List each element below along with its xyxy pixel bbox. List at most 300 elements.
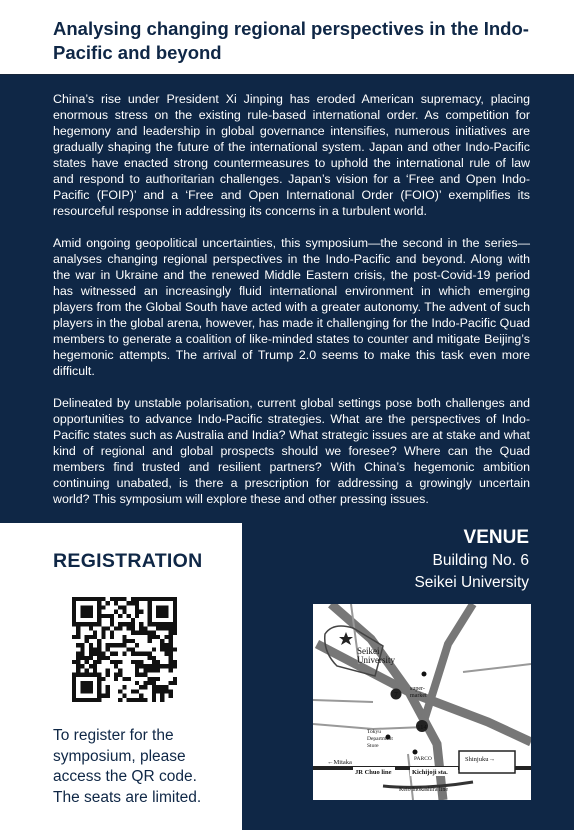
map-label-shinjuku: Shinjuku→ [465, 756, 495, 763]
qr-module [135, 698, 139, 702]
qr-module [169, 681, 173, 685]
qr-module [135, 597, 139, 601]
qr-module [135, 614, 139, 618]
qr-module [152, 689, 156, 693]
paragraph-1: China’s rise under President Xi Jinping has eroded American supremacy, placing enormous stress on the existing rule-based international order. As competition for hegemony and leadership in global governance intensifies, numerous initiatives are gradually shaping the future of the international system. Japan and other Indo-Pacific states have enacted strong countermeasures to uphold the international rule of law and respond to authoritarian challenges. Japan’s vision for a ‘Free and Open Indo-Pacific (FOIP)’ and a ‘Free and Open International Order (FOIO)’ exemplifies its resourceful response in addressing its concerns in a turbulent world. [53, 92, 530, 218]
map-road [463, 664, 531, 672]
qr-module [89, 597, 93, 601]
qr-module [80, 605, 84, 609]
qr-module [135, 652, 139, 656]
qr-module [148, 639, 152, 643]
qr-module [143, 668, 147, 672]
qr-module [143, 698, 147, 702]
qr-module [135, 668, 139, 672]
qr-module [156, 622, 160, 626]
qr-module [80, 647, 84, 651]
qr-module [160, 626, 164, 630]
qr-module [118, 689, 122, 693]
qr-module [106, 601, 110, 605]
qr-module [110, 618, 114, 622]
qr-module [101, 635, 105, 639]
qr-module [101, 694, 105, 698]
registration-line-1: To register for the [53, 727, 174, 744]
qr-module [148, 618, 152, 622]
qr-module [164, 689, 168, 693]
qr-module [114, 610, 118, 614]
qr-module [110, 635, 114, 639]
qr-module [101, 652, 105, 656]
qr-module [97, 643, 101, 647]
qr-module [169, 635, 173, 639]
qr-module [169, 694, 173, 698]
qr-module [169, 597, 173, 601]
qr-module [101, 626, 105, 630]
qr-module [93, 597, 97, 601]
qr-module [164, 610, 168, 614]
qr-module [110, 660, 114, 664]
qr-module [152, 622, 156, 626]
qr-module [127, 639, 131, 643]
qr-module [72, 685, 76, 689]
qr-module [89, 614, 93, 618]
qr-module [169, 647, 173, 651]
qr-module [101, 597, 105, 601]
qr-module [173, 626, 177, 630]
qr-module [160, 614, 164, 618]
qr-module [173, 618, 177, 622]
qr-module [169, 643, 173, 647]
qr-module [97, 614, 101, 618]
qr-module [118, 660, 122, 664]
qr-module [131, 689, 135, 693]
qr-module [127, 647, 131, 651]
qr-module [85, 660, 89, 664]
qr-module [131, 652, 135, 656]
qr-module [160, 689, 164, 693]
qr-module [118, 605, 122, 609]
qr-module [173, 631, 177, 635]
qr-module [122, 639, 126, 643]
qr-module [156, 635, 160, 639]
qr-module [72, 614, 76, 618]
qr-module [148, 622, 152, 626]
qr-module [89, 685, 93, 689]
qr-module [135, 643, 139, 647]
qr-module [101, 631, 105, 635]
qr-module [139, 652, 143, 656]
qr-module [173, 677, 177, 681]
qr-module [76, 673, 80, 677]
registration-line-3: access the QR code. [53, 768, 197, 785]
map-label-supermarket-2: market [410, 693, 427, 699]
qr-module [173, 660, 177, 664]
qr-module [80, 685, 84, 689]
qr-module [156, 660, 160, 664]
venue-university: Seikei University [414, 574, 529, 591]
qr-module [93, 698, 97, 702]
qr-module [143, 685, 147, 689]
qr-module [169, 660, 173, 664]
qr-module [122, 643, 126, 647]
qr-module [76, 626, 80, 630]
qr-module [148, 664, 152, 668]
title-box [0, 0, 574, 75]
qr-module [89, 647, 93, 651]
qr-module [160, 698, 164, 702]
qr-module [85, 689, 89, 693]
qr-module [122, 635, 126, 639]
qr-module [139, 673, 143, 677]
qr-module [93, 635, 97, 639]
qr-module [76, 635, 80, 639]
qr-module [80, 664, 84, 668]
qr-module [156, 610, 160, 614]
qr-module [135, 689, 139, 693]
qr-module [143, 652, 147, 656]
qr-module [76, 597, 80, 601]
qr-module [160, 605, 164, 609]
map-label-keio: Keio Inokashira line [399, 787, 448, 793]
qr-module [118, 673, 122, 677]
registration-title: REGISTRATION [53, 550, 203, 572]
qr-module [135, 664, 139, 668]
qr-module [160, 610, 164, 614]
qr-module [169, 689, 173, 693]
qr-module [164, 643, 168, 647]
qr-module [76, 656, 80, 660]
qr-module [89, 664, 93, 668]
qr-module [101, 605, 105, 609]
qr-module [118, 597, 122, 601]
qr-module [72, 694, 76, 698]
qr-module [89, 605, 93, 609]
qr-module [106, 614, 110, 618]
route-7-label: 7 [394, 691, 398, 699]
qr-module [118, 668, 122, 672]
qr-module [72, 698, 76, 702]
qr-module [164, 664, 168, 668]
qr-module [173, 647, 177, 651]
qr-module [118, 622, 122, 626]
qr-module [122, 652, 126, 656]
qr-module [114, 626, 118, 630]
map-label-university-1: Seikei [357, 646, 380, 656]
parco-dot [413, 750, 418, 755]
qr-module [93, 660, 97, 664]
qr-module [97, 694, 101, 698]
qr-module [156, 677, 160, 681]
qr-module [80, 689, 84, 693]
qr-module [131, 647, 135, 651]
map-label-kichijoji: Kichijoji sta. [412, 769, 448, 776]
qr-module [152, 656, 156, 660]
qr-module [143, 597, 147, 601]
qr-module [80, 681, 84, 685]
qr-module [93, 631, 97, 635]
qr-module [156, 614, 160, 618]
qr-module [85, 597, 89, 601]
qr-module [160, 685, 164, 689]
qr-module [106, 689, 110, 693]
qr-module [122, 694, 126, 698]
qr-module [164, 622, 168, 626]
qr-module [85, 605, 89, 609]
qr-module [80, 656, 84, 660]
qr-module [152, 631, 156, 635]
qr-module [173, 622, 177, 626]
qr-module [76, 631, 80, 635]
qr-module [114, 660, 118, 664]
qr-module [164, 652, 168, 656]
qr-module [118, 643, 122, 647]
qr-module [143, 631, 147, 635]
qr-module [114, 673, 118, 677]
qr-module [110, 597, 114, 601]
qr-module [80, 614, 84, 618]
qr-module [131, 601, 135, 605]
qr-module [72, 618, 76, 622]
qr-module [85, 681, 89, 685]
qr-module [135, 673, 139, 677]
qr-module [164, 597, 168, 601]
qr-module [173, 610, 177, 614]
qr-module [106, 647, 110, 651]
qr-module [85, 610, 89, 614]
qr-module [122, 597, 126, 601]
qr-module [139, 597, 143, 601]
qr-module [72, 660, 76, 664]
qr-module [152, 694, 156, 698]
qr-module [93, 664, 97, 668]
qr-module [106, 694, 110, 698]
qr-module [72, 689, 76, 693]
qr-module [156, 689, 160, 693]
qr-module [148, 631, 152, 635]
qr-module [72, 605, 76, 609]
qr-module [89, 656, 93, 660]
qr-module [80, 643, 84, 647]
qr-module [152, 647, 156, 651]
map-label-mitaka: ←Mitaka [327, 759, 352, 766]
qr-module [152, 597, 156, 601]
qr-module [114, 597, 118, 601]
qr-module [156, 626, 160, 630]
qr-module [160, 622, 164, 626]
map-label-store-2: Department [367, 736, 393, 742]
qr-module [164, 685, 168, 689]
qr-module [143, 681, 147, 685]
qr-module [122, 677, 126, 681]
qr-module [139, 626, 143, 630]
qr-module [85, 698, 89, 702]
qr-module [85, 614, 89, 618]
qr-module [169, 622, 173, 626]
qr-module [80, 652, 84, 656]
qr-module [118, 698, 122, 702]
qr-module [143, 626, 147, 630]
qr-module [152, 664, 156, 668]
qr-module [127, 622, 131, 626]
qr-module [97, 689, 101, 693]
qr-module [72, 673, 76, 677]
qr-module [156, 605, 160, 609]
map-road [313, 700, 373, 702]
qr-module [152, 681, 156, 685]
qr-module [93, 652, 97, 656]
qr-module [97, 677, 101, 681]
qr-module [72, 677, 76, 681]
qr-module [148, 601, 152, 605]
qr-module [76, 643, 80, 647]
qr-module [72, 610, 76, 614]
qr-module [114, 664, 118, 668]
qr-module [122, 685, 126, 689]
qr-module [72, 622, 76, 626]
qr-module [97, 601, 101, 605]
qr-module [169, 652, 173, 656]
map-road [408, 754, 413, 800]
qr-module [152, 685, 156, 689]
qr-module [139, 698, 143, 702]
qr-module [97, 605, 101, 609]
qr-module [139, 685, 143, 689]
map-label-supermarket-1: super- [410, 686, 425, 692]
qr-module [93, 668, 97, 672]
qr-module [169, 626, 173, 630]
qr-module [97, 639, 101, 643]
qr-module [80, 698, 84, 702]
qr-module [101, 656, 105, 660]
qr-module [152, 677, 156, 681]
qr-module [127, 626, 131, 630]
qr-module [97, 647, 101, 651]
qr-module [164, 626, 168, 630]
registration-text [53, 726, 233, 808]
qr-module [80, 673, 84, 677]
qr-module [135, 601, 139, 605]
qr-module [139, 622, 143, 626]
qr-module [72, 681, 76, 685]
qr-module [85, 635, 89, 639]
qr-module [114, 652, 118, 656]
qr-module [139, 610, 143, 614]
qr-module [139, 694, 143, 698]
qr-module [97, 673, 101, 677]
qr-module [85, 656, 89, 660]
qr-module [85, 673, 89, 677]
qr-module [143, 664, 147, 668]
qr-module [97, 597, 101, 601]
paragraph-3: Delineated by unstable polarisation, current global settings pose both challenges and opportunities to advance Indo-Pacific strategies. What are the perspectives of Indo-Pacific states such as Australia and India? What strategic issues are at stake and what kind of regional and global prospects should we foresee? Where can the Quad members find trusted and resilient partners? With China’s hegemonic ambition continuing unabated, is there a prescription for addressing a growingly uncertain world? This symposium will explore these and other pressing issues. [53, 396, 530, 506]
qr-module [156, 685, 160, 689]
qr-module [131, 698, 135, 702]
qr-module [118, 614, 122, 618]
qr-module [156, 597, 160, 601]
qr-module [97, 622, 101, 626]
qr-module [139, 631, 143, 635]
venue-map[interactable] [313, 604, 531, 800]
qr-module [114, 677, 118, 681]
qr-module [110, 622, 114, 626]
qr-module [89, 689, 93, 693]
qr-module [76, 652, 80, 656]
qr-module [131, 660, 135, 664]
supermarket-dot [422, 672, 427, 677]
qr-module [152, 698, 156, 702]
qr-module [76, 660, 80, 664]
qr-module [160, 694, 164, 698]
qr-module [93, 673, 97, 677]
qr-module [97, 660, 101, 664]
qr-module [148, 681, 152, 685]
qr-module [164, 635, 168, 639]
qr-module [89, 643, 93, 647]
qr-module [164, 605, 168, 609]
qr-module [143, 673, 147, 677]
qr-module [131, 626, 135, 630]
qr-module [169, 656, 173, 660]
registration-line-4: The seats are limited. [53, 788, 202, 806]
qr-module [110, 652, 114, 656]
qr-module [85, 639, 89, 643]
qr-module [127, 677, 131, 681]
qr-module [93, 622, 97, 626]
qr-module [135, 681, 139, 685]
qr-code-icon[interactable] [72, 597, 177, 702]
qr-module [76, 698, 80, 702]
qr-module [160, 643, 164, 647]
qr-module [110, 614, 114, 618]
qr-module [97, 618, 101, 622]
qr-module [101, 614, 105, 618]
qr-module [76, 622, 80, 626]
qr-module [127, 614, 131, 618]
registration-line-2: symposium, please [53, 747, 186, 765]
qr-module [89, 622, 93, 626]
qr-module [106, 673, 110, 677]
qr-module [89, 626, 93, 630]
qr-module [169, 631, 173, 635]
qr-module [72, 597, 76, 601]
qr-module [85, 668, 89, 672]
qr-module [97, 656, 101, 660]
qr-module [89, 652, 93, 656]
qr-module [160, 597, 164, 601]
qr-module [114, 601, 118, 605]
qr-module [122, 610, 126, 614]
qr-module [173, 597, 177, 601]
qr-module [139, 660, 143, 664]
map-label-university-2: University [357, 655, 395, 665]
qr-module [106, 643, 110, 647]
qr-module [106, 685, 110, 689]
qr-module [169, 664, 173, 668]
qr-module [135, 631, 139, 635]
paragraph-2: Amid ongoing geopolitical uncertainties, this symposium—the second in the series—analyses changing regional perspectives in the Indo-Pacific and beyond. Along with the war in Ukraine and the renewed Middle Eastern crisis, the post-Covid-19 period has witnessed an increasingly fluid international environment in which emerging players from the Global South have acted with a greater autonomy. The advent of such players in the global arena, however, has made it challenging for the Indo-Pacific Quad members to generate a coalition of like-minded states to counter and mitigate Beijing’s hegemonic attempts. The arrival of Trump 2.0 seems to make this task even more difficult. [53, 236, 530, 378]
qr-module [131, 618, 135, 622]
qr-module [72, 601, 76, 605]
qr-module [148, 605, 152, 609]
qr-module [160, 664, 164, 668]
qr-module [135, 660, 139, 664]
qr-module [80, 610, 84, 614]
qr-module [89, 681, 93, 685]
qr-module [76, 664, 80, 668]
qr-module [135, 605, 139, 609]
description [53, 91, 530, 523]
qr-module [97, 652, 101, 656]
qr-module [135, 610, 139, 614]
